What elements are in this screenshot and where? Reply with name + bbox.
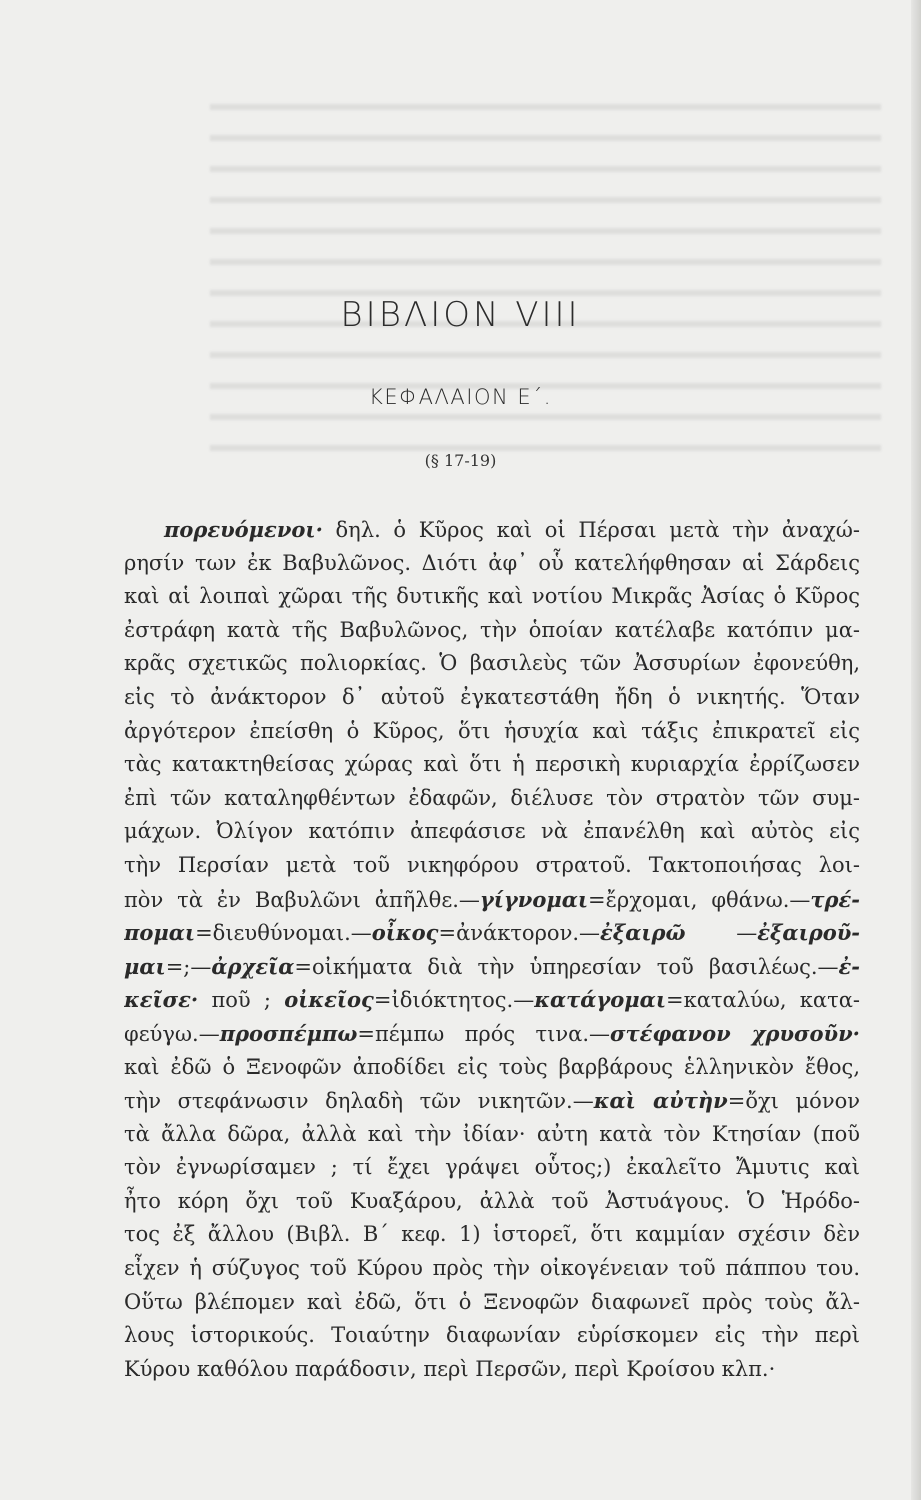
text-line: [124, 513, 860, 547]
lemma-term: μαι: [124, 953, 166, 979]
text-segment: =ἰδιόκτητος.—: [373, 988, 535, 1013]
text-line: [124, 1353, 860, 1387]
lemma-term: ἐξαιρῶ: [600, 920, 686, 946]
lemma-term: πομαι: [124, 920, 196, 946]
chapter-title: ΚΕΦΑΛΑΙΟΝ Ε΄.: [369, 385, 552, 409]
text-line: [124, 1218, 860, 1252]
text-segment: καὶ αἱ λοιπαὶ χῶραι τῆς δυτικῆς καὶ νοτίου Μικρᾶς Ἀσίας ὁ Κῦρος: [124, 584, 860, 609]
page-edge-shadow: [911, 0, 921, 1500]
text-segment: Κύρου καθόλου παράδοσιν, περὶ Περσῶν, περὶ Κροίσου κλπ.·: [124, 1356, 776, 1381]
text-segment: =πέμπω πρός τινα.—: [357, 1021, 611, 1046]
lemma-term: πορευόμενοι·: [164, 517, 323, 542]
text-line: [124, 681, 860, 715]
text-line: [124, 715, 860, 749]
text-line: [124, 1017, 860, 1051]
text-segment: Οὕτω βλέπομεν καὶ ἐδῶ, ὅτι ὁ Ξενοφῶν διαφωνεῖ πρὸς τοὺς ἄλ-: [124, 1289, 860, 1314]
text-segment: =;—: [165, 954, 212, 979]
text-segment: εἰς τὸ ἀνάκτορον δ᾽ αὐτοῦ ἐγκατεστάθη ἤδη ὁ νικητής. Ὅταν: [124, 684, 860, 709]
text-line: [124, 1118, 860, 1152]
text-line: [124, 849, 860, 883]
lemma-term: προσπέμπω: [219, 1020, 358, 1046]
lemma-term: τρέ-: [810, 886, 860, 912]
text-segment: τὰ ἄλλα δῶρα, ἀλλὰ καὶ τὴν ἰδίαν· αὐτη κατὰ τὸν Κτησίαν (ποῦ: [124, 1121, 860, 1146]
text-segment: τος ἐξ ἄλλου (Βιβλ. Β΄ κεφ. 1) ἱστορεῖ, ὅτι καμμίαν σχέσιν δὲν: [124, 1222, 860, 1247]
section-reference: (§ 17-19): [424, 451, 497, 470]
text-line: [124, 547, 860, 581]
text-segment: δηλ. ὁ Κῦρος καὶ οἱ Πέρσαι μετὰ τὴν ἀναχώ-: [322, 518, 860, 542]
text-line: [124, 1084, 860, 1118]
lemma-term: κεῖσε·: [124, 987, 199, 1013]
text-segment: ἐστράφη κατὰ τῆς Βαβυλῶνος, τὴν ὁποίαν κατέλαβε κατόπιν μα-: [124, 617, 860, 642]
text-segment: φεύγω.—: [124, 1021, 220, 1046]
text-segment: ποῦ ;: [198, 988, 285, 1013]
text-segment: καὶ ἐδῶ ὁ Ξενοφῶν ἀποδίδει εἰς τοὺς βαρβάρους ἑλληνικὸν ἔθος,: [124, 1054, 860, 1079]
text-segment: =ἀνάκτορον.—: [438, 921, 601, 946]
text-line: [124, 1151, 860, 1185]
lemma-term: κατάγομαι: [534, 987, 666, 1013]
text-segment: —: [685, 921, 758, 946]
text-segment: =διευθύνομαι.—: [195, 921, 372, 946]
text-segment: τὴν Περσίαν μετὰ τοῦ νικηφόρου στρατοῦ. Τακτοποιήσας λοι-: [124, 852, 860, 877]
text-segment: =καταλύω, κατα-: [666, 988, 860, 1013]
text-segment: λους ἱστορικούς. Τοιαύτην διαφωνίαν εὑρίσκομεν εἰς τὴν περὶ: [124, 1323, 860, 1348]
text-segment: ἀργότερον ἐπείσθη ὁ Κῦρος, ὅτι ἡσυχία καὶ τάξις ἐπικρατεῖ εἰς: [124, 718, 860, 743]
text-segment: =ὄχι μόνον: [727, 1089, 860, 1114]
text-segment: ρησίν των ἐκ Βαβυλῶνος. Διότι ἀφ᾽ οὗ κατελήφθησαν αἱ Σάρδεις: [124, 550, 860, 575]
text-line: [124, 1185, 860, 1219]
text-line: [124, 883, 860, 917]
text-line: [124, 1286, 860, 1320]
lemma-term: οἰκεῖος: [284, 987, 374, 1013]
text-segment: ἐπὶ τῶν καταληφθέντων ἐδαφῶν, διέλυσε τὸν στρατὸν τῶν συμ-: [124, 785, 860, 810]
text-line: [124, 916, 860, 950]
text-segment: κρᾶς σχετικῶς πολιορκίας. Ὁ βασιλεὺς τῶν Ἀσσυρίων ἐφονεύθη,: [124, 651, 860, 676]
lemma-term: στέφανον χρυσοῦν·: [610, 1020, 860, 1046]
text-segment: ἦτο κόρη ὄχι τοῦ Κυαξάρου, ἀλλὰ τοῦ Ἀστυάγους. Ὁ Ἡρόδο-: [124, 1188, 860, 1213]
commentary-body: [124, 513, 860, 1393]
text-line: [124, 983, 860, 1017]
text-segment: μάχων. Ὀλίγον κατόπιν ἀπεφάσισε νὰ ἐπανέλθη καὶ αὐτὸς εἰς: [124, 819, 860, 844]
text-segment: =οἰκήματα διὰ τὴν ὑπηρεσίαν τοῦ βασιλέως.—: [294, 954, 839, 979]
text-segment: =ἔρχομαι, φθάνω.—: [588, 887, 811, 912]
text-segment: πὸν τὰ ἐν Βαβυλῶνι ἀπῆλθε.—: [124, 887, 480, 912]
text-segment: τὸν ἐγνωρίσαμεν ; τί ἔχει γράψει οὗτος;) ἐκαλεῖτο Ἄμυτις καὶ: [124, 1155, 860, 1180]
text-line: [124, 614, 860, 648]
text-line: [124, 1051, 860, 1085]
text-line: [124, 815, 860, 849]
lemma-term: ἐξαιροῦ-: [757, 920, 860, 946]
lemma-term: ἐ-: [838, 953, 860, 979]
text-line: [124, 1252, 860, 1286]
text-line: [124, 1319, 860, 1353]
lemma-term: οἶκος: [371, 920, 439, 946]
text-line: [124, 647, 860, 681]
text-line: [124, 950, 860, 984]
text-segment: εἶχεν ἡ σύζυγος τοῦ Κύρου πρὸς τὴν οἰκογένειαν τοῦ πάππου του.: [124, 1256, 860, 1281]
lemma-term: γίγνομαι: [479, 886, 589, 912]
text-line: [124, 748, 860, 782]
lemma-term: καὶ αὐτὴν: [593, 1088, 728, 1114]
text-line: [124, 782, 860, 816]
text-line: [124, 580, 860, 614]
text-segment: τὰς κατακτηθείσας χώρας καὶ ὅτι ἡ περσικὴ κυριαρχία ἐρρίζωσεν: [124, 752, 860, 777]
book-title: ΒΙΒΛΙΟΝ VIII: [340, 295, 581, 335]
text-segment: τὴν στεφάνωσιν δηλαδὴ τῶν νικητῶν.—: [124, 1089, 594, 1114]
lemma-term: ἀρχεῖα: [211, 953, 295, 979]
